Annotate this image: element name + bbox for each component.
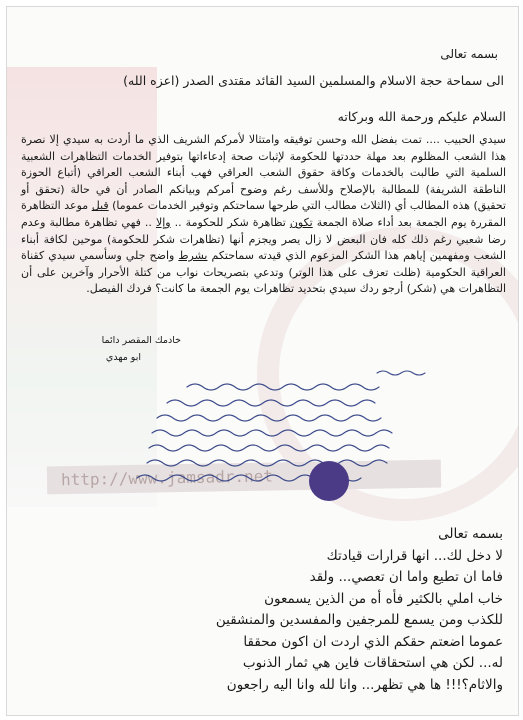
typed-reply xyxy=(143,524,503,696)
letter-body-underlined: بشرط xyxy=(178,249,208,263)
letter-body-text: تظاهرة شكر للحكومة .. xyxy=(174,215,286,229)
letter-body-text: سيدي الحبيب .... تمت بفضل الله وحسن توفيقه وامتثالا لأمركم الشريف الذي ما أردت به سيدي إلا نصرة هذا الشعب المظلوم بعد مهلة حددتها للحكومة لإثبات صحة إدعاءاتها بتوفير الخدمات التظاهرات الشعبية السلمية التي طالبت بالخدمات وكافة حقوق الشعب العراقي فهب أبناء الشعب العراقي (أتباع الحوزة الناطقة الشريفة) للمطالبة بالإصلاح وللأسف رغم وضوح أمركم وبيانكم الصادر أن في حالة (تحقق أو تحقيق) هذه المطالب أي (الثلاث مطالب التي طرحها سماحتكم وتوفير الخدمات عموما) xyxy=(21,133,506,213)
watermark-url: http://www.jamsadr.net xyxy=(47,460,441,495)
letter-body-text: موعد التظاهرة المقررة يوم الجمعة بعد أداء صلاة الجمعة xyxy=(21,199,507,229)
letter-body-underlined: وإلا xyxy=(155,215,171,229)
letter-greeting: السلام عليكم ورحمة الله وبركاته xyxy=(337,109,506,124)
typed-reply-line: والاثام؟!!! ها هي تظهر... وانا لله وانا اليه راجعون xyxy=(226,676,503,693)
typed-reply-line: للكذب ومن يسمع للمرجفين والمفسدين والمنشقين xyxy=(215,612,503,628)
signature-name: ابو مهدي xyxy=(105,352,141,363)
seal-stamp xyxy=(309,461,349,501)
letter-body-underlined: قبل xyxy=(91,199,109,213)
typed-reply-line: له... لكن هي استحقاقات فاين هي ثمار الذنوب xyxy=(242,655,503,671)
letter-body xyxy=(21,132,506,298)
typed-reply-line: عموما اضعتم حقكم الذي اردت ان اكون محققا xyxy=(243,633,503,650)
letter-body-text: واضح جلي وسأسمي سيدي كقناة العراقية الحكومية (ظلت تعزف على هذا الوتر) وتدعي بتصريحات نواب من كتلة الأحرار وآخرين على أن التظاهرات هي (شكر) أرجو ردك سيدي بتحديد تظاهرات يوم الجمعة ما كانت؟ فردك الفيصل. xyxy=(21,249,506,296)
handwritten-reply xyxy=(127,365,447,495)
typed-reply-line: فاما ان تطيع واما ان تعصي... ولقد xyxy=(309,569,503,585)
typed-reply-line: بسمه تعالى xyxy=(438,526,503,542)
signature-servant: خادمك المقصر دائما xyxy=(101,335,181,346)
letter-basmala: بسمه تعالى xyxy=(440,47,498,61)
letter-body-text: .. فهي تظاهرة مطالبة وعدم رضا شعبي رغم ذلك كله فان البعض لا زال يصر ويجزم أنها (تظاهرات شكر للحكومة) موحين لكافة أبناء الشعب ومفهمين إياهم هذا الشكر المزعوم الذي قيدته سماحتكم xyxy=(21,215,506,263)
letter-body-underlined: تكون xyxy=(289,215,313,229)
typed-reply-line: لا دخل لك... انها قرارات قيادتك xyxy=(326,547,503,564)
typed-reply-line: خاب املي بالكثير فأه أه من الذين يسمعون xyxy=(264,590,503,607)
letter-addressee: الى سماحة حجة الاسلام والمسلمين السيد القائد مقتدى الصدر (اعزه الله) xyxy=(123,73,504,88)
